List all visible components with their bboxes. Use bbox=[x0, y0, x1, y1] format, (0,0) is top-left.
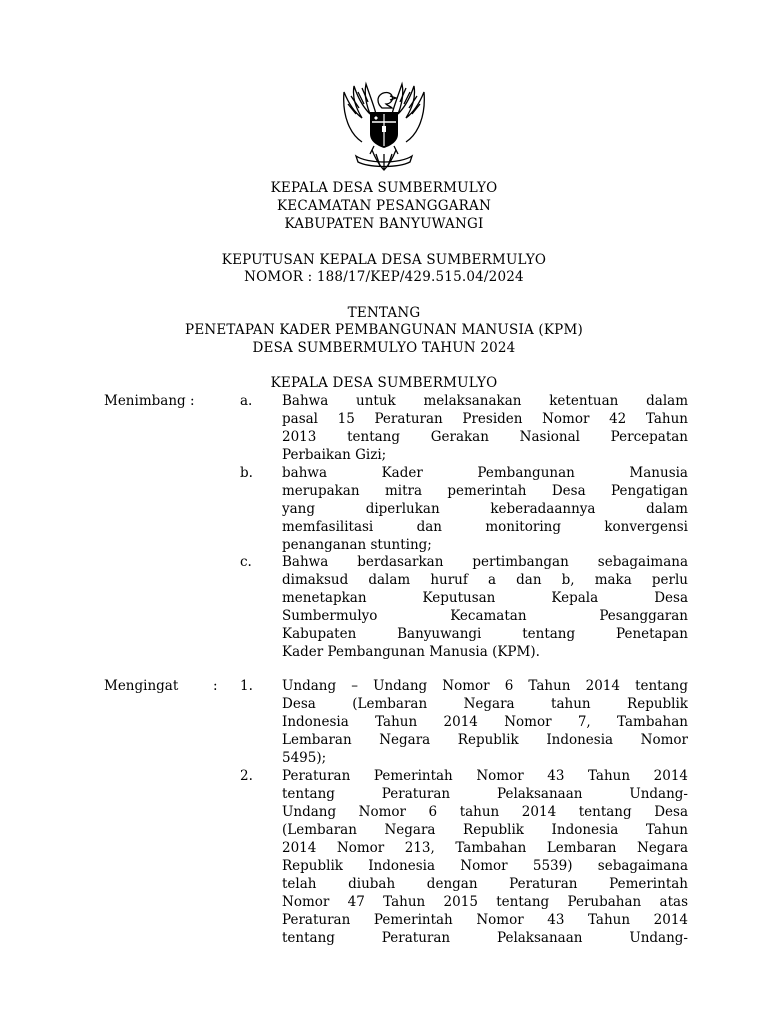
menimbang-marker-b: b. bbox=[240, 465, 253, 481]
text-line: merupakan mitra pemerintah Desa Pengatigan bbox=[282, 483, 688, 499]
text-line: penanganan stunting; bbox=[282, 537, 432, 553]
text-line: Peraturan Pemerintah Nomor 43 Tahun 2014 bbox=[282, 768, 688, 784]
text-line: dimaksud dalam huruf a dan b, maka perlu bbox=[282, 572, 688, 588]
menimbang-item-a bbox=[282, 392, 688, 464]
text-line: pasal 15 Peraturan Presiden Nomor 42 Tahun bbox=[282, 411, 688, 427]
text-line: yang diperlukan keberadaannya dalam bbox=[282, 501, 688, 517]
mengingat-marker-2: 2. bbox=[240, 768, 253, 784]
subject-line-3: DESA SUMBERMULYO TAHUN 2024 bbox=[252, 340, 516, 356]
mengingat-item-1 bbox=[282, 677, 688, 767]
text-line: tentang Peraturan Pelaksanaan Undang- bbox=[282, 786, 688, 802]
text-line: Bahwa untuk melaksanakan ketentuan dalam bbox=[282, 393, 688, 409]
text-line: Undang Nomor 6 tahun 2014 tentang Desa bbox=[282, 804, 688, 820]
text-line: Undang – Undang Nomor 6 Tahun 2014 tentang bbox=[282, 678, 688, 694]
text-line: Desa (Lembaran Negara tahun Republik bbox=[282, 696, 688, 712]
text-line: Nomor 47 Tahun 2015 tentang Perubahan atas bbox=[282, 894, 688, 910]
mengingat-label: Mengingat bbox=[104, 678, 179, 694]
mengingat-item-2 bbox=[282, 767, 688, 947]
menimbang-marker-c: c. bbox=[240, 554, 252, 570]
subject-line-2: PENETAPAN KADER PEMBANGUNAN MANUSIA (KPM) bbox=[185, 322, 583, 338]
menimbang-label: Menimbang : bbox=[104, 393, 195, 409]
text-line: memfasilitasi dan monitoring konvergensi bbox=[282, 519, 688, 535]
text-line: Lembaran Negara Republik Indonesia Nomor bbox=[282, 732, 688, 748]
text-line: bahwa Kader Pembangunan Manusia bbox=[282, 465, 688, 481]
text-line: Kader Pembangunan Manusia (KPM). bbox=[282, 644, 540, 660]
text-line: Peraturan Pemerintah Nomor 43 Tahun 2014 bbox=[282, 912, 688, 928]
menimbang-marker-a: a. bbox=[240, 393, 253, 409]
menimbang-item-c bbox=[282, 553, 688, 661]
text-line: Kabupaten Banyuwangi tentang Penetapan bbox=[282, 626, 688, 642]
mengingat-colon: : bbox=[213, 678, 218, 694]
decision-title: KEPUTUSAN KEPALA DESA SUMBERMULYO bbox=[221, 252, 547, 268]
decision-number: NOMOR : 188/17/KEP/429.515.04/2024 bbox=[244, 269, 524, 285]
header-line-3: KABUPATEN BANYUWANGI bbox=[284, 216, 484, 232]
text-line: Perbaikan Gizi; bbox=[282, 447, 387, 463]
text-line: menetapkan Keputusan Kepala Desa bbox=[282, 590, 688, 606]
text-line: 5495); bbox=[282, 750, 327, 766]
text-line: tentang Peraturan Pelaksanaan Undang- bbox=[282, 930, 688, 946]
text-line: Indonesia Tahun 2014 Nomor 7, Tambahan bbox=[282, 714, 688, 730]
text-line: (Lembaran Negara Republik Indonesia Tahun bbox=[282, 822, 688, 838]
garuda-emblem-icon bbox=[332, 74, 436, 178]
header-line-2: KECAMATAN PESANGGARAN bbox=[277, 198, 491, 214]
text-line: 2014 Nomor 213, Tambahan Lembaran Negara bbox=[282, 840, 688, 856]
text-line: Sumbermulyo Kecamatan Pesanggaran bbox=[282, 608, 688, 624]
text-line: Republik Indonesia Nomor 5539) sebagaimana bbox=[282, 858, 688, 874]
header-line-1: KEPALA DESA SUMBERMULYO bbox=[270, 180, 498, 196]
text-line: telah diubah dengan Peraturan Pemerintah bbox=[282, 876, 688, 892]
menimbang-item-b bbox=[282, 464, 688, 554]
text-line: Bahwa berdasarkan pertimbangan sebagaimana bbox=[282, 554, 688, 570]
issuer-title: KEPALA DESA SUMBERMULYO bbox=[270, 375, 498, 391]
text-line: 2013 tentang Gerakan Nasional Percepatan bbox=[282, 429, 688, 445]
mengingat-marker-1: 1. bbox=[240, 678, 253, 694]
subject-line-1: TENTANG bbox=[347, 305, 421, 321]
